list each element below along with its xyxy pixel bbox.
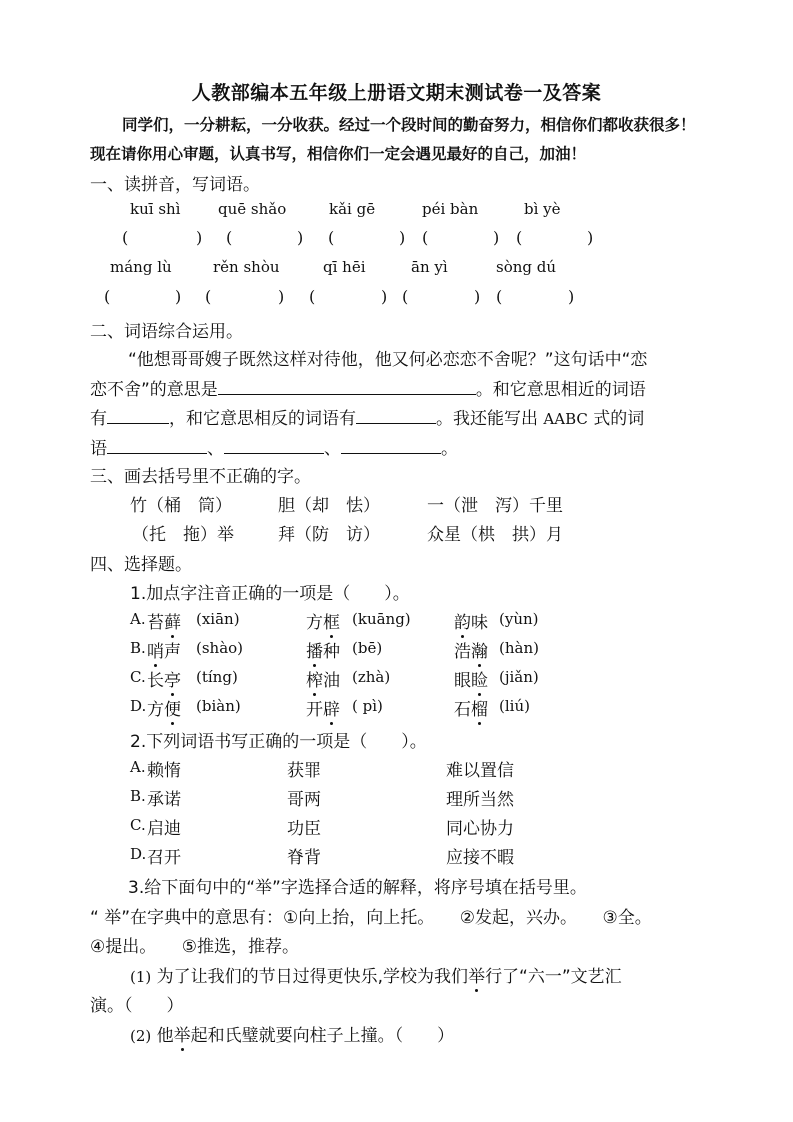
text: 行了“六一”文艺汇 bbox=[485, 967, 622, 987]
option-label: A. bbox=[130, 610, 146, 628]
option-word: 榨油 bbox=[306, 671, 340, 691]
answer-box-open[interactable]: ( bbox=[328, 228, 335, 247]
text: 恋不舍”的意思是 bbox=[90, 380, 218, 400]
q3-sentence-1 bbox=[130, 962, 622, 987]
answer-box-close[interactable]: ) bbox=[381, 287, 388, 306]
option-word: 哨声 bbox=[147, 642, 181, 662]
option-pinyin: (yùn) bbox=[499, 610, 539, 628]
option-pinyin: (jiǎn) bbox=[499, 668, 539, 686]
pinyin-item: kǎi gē bbox=[329, 200, 376, 218]
separator: 、 bbox=[207, 439, 224, 459]
fill-blank-synonym[interactable] bbox=[107, 407, 169, 424]
text: 。和它意思相近的词语 bbox=[475, 380, 646, 400]
text: 语 bbox=[90, 439, 107, 459]
option-label: A. bbox=[130, 758, 146, 776]
option-pinyin: (tíng) bbox=[196, 668, 238, 686]
section-2-heading: 二、词语综合运用。 bbox=[90, 322, 243, 342]
correction-item[interactable]: 一（泄 泻）千里 bbox=[427, 496, 563, 516]
pinyin-item: sòng dú bbox=[496, 258, 557, 276]
dotted-char: 举 bbox=[468, 967, 486, 987]
option-word: 理所当然 bbox=[446, 790, 514, 810]
option-pinyin: (hàn) bbox=[499, 639, 539, 657]
option-word: 脊背 bbox=[287, 848, 321, 868]
fill-blank-aabc-1[interactable] bbox=[107, 437, 207, 454]
text[interactable]: 起和氏璧就要向柱子上撞。（ ） bbox=[190, 1026, 455, 1046]
option-word: 方便 bbox=[147, 700, 181, 720]
text: 他 bbox=[156, 1026, 174, 1046]
answer-box-close[interactable]: ) bbox=[297, 228, 304, 247]
text: 式的词 bbox=[593, 409, 645, 429]
option-word: 石榴 bbox=[454, 700, 488, 720]
intro-line-1: 同学们，一分耕耘，一分收获。经过一个段时间的勤奋努力，相信你们都收获很多！ bbox=[122, 116, 696, 134]
intro-line-2: 现在请你用心审题，认真书写，相信你们一定会遇见最好的自己，加油！ bbox=[90, 145, 587, 163]
section-2-line-4 bbox=[90, 434, 458, 459]
answer-box-close[interactable]: ) bbox=[399, 228, 406, 247]
q2-prompt: 2.下列词语书写正确的一项是（ ）。 bbox=[130, 732, 427, 752]
option-pinyin: (xiān) bbox=[196, 610, 240, 628]
answer-box-open[interactable]: ( bbox=[226, 228, 233, 247]
option-label: C. bbox=[130, 816, 146, 834]
pinyin-item: máng lù bbox=[110, 258, 172, 276]
q3-meanings-line-2: ④提出。 ⑤推选，推荐。 bbox=[90, 937, 299, 957]
option-word: 获罪 bbox=[287, 761, 321, 781]
answer-box-open[interactable]: ( bbox=[104, 287, 111, 306]
fill-blank-antonym[interactable] bbox=[356, 407, 436, 424]
pinyin-item: quē shǎo bbox=[218, 200, 287, 218]
correction-item[interactable]: 众星（栱 拱）月 bbox=[427, 525, 563, 545]
option-word: 哥两 bbox=[287, 790, 321, 810]
q3-sentence-2 bbox=[130, 1021, 454, 1046]
section-3-heading: 三、画去括号里不正确的字。 bbox=[90, 467, 311, 487]
option-pinyin: (zhà) bbox=[352, 668, 391, 686]
text: 有 bbox=[90, 409, 107, 429]
fill-blank-aabc-3[interactable] bbox=[341, 437, 441, 454]
option-pinyin: (bē) bbox=[352, 639, 383, 657]
correction-item[interactable]: 拜（防 访） bbox=[278, 525, 380, 545]
pinyin-item: qī hēi bbox=[323, 258, 366, 276]
pinyin-item: rěn shòu bbox=[213, 258, 280, 276]
option-word: 眼睑 bbox=[454, 671, 488, 691]
answer-box-close[interactable]: ) bbox=[278, 287, 285, 306]
option-word: 赖惰 bbox=[147, 761, 181, 781]
aabc-label: AABC bbox=[543, 410, 588, 428]
answer-box-close[interactable]: ) bbox=[175, 287, 182, 306]
answer-box-open[interactable]: ( bbox=[309, 287, 316, 306]
option-label: B. bbox=[130, 787, 146, 805]
text: ，和它意思相反的词语有 bbox=[169, 409, 356, 429]
option-word: 浩瀚 bbox=[454, 642, 488, 662]
separator: 、 bbox=[324, 439, 341, 459]
fill-blank-aabc-2[interactable] bbox=[224, 437, 324, 454]
answer-box-close[interactable]: ) bbox=[568, 287, 575, 306]
option-word: 开辟 bbox=[306, 700, 340, 720]
answer-box-close[interactable]: ) bbox=[474, 287, 481, 306]
option-label: B. bbox=[130, 639, 146, 657]
pinyin-item: péi bàn bbox=[422, 200, 479, 218]
option-word: 播种 bbox=[306, 642, 340, 662]
q3-sentence-1-cont[interactable]: 演。（ ） bbox=[90, 996, 184, 1016]
answer-box-open[interactable]: ( bbox=[496, 287, 503, 306]
text: 。 bbox=[441, 439, 458, 459]
q3-prompt: 3.给下面句中的“举”字选择合适的解释，将序号填在括号里。 bbox=[128, 878, 587, 898]
option-word: 召开 bbox=[147, 848, 181, 868]
option-word: 承诺 bbox=[147, 790, 181, 810]
option-word: 启迪 bbox=[147, 819, 181, 839]
section-2-line-1: “他想哥哥嫂子既然这样对待他，他又何必恋恋不舍呢？”这句话中“恋 bbox=[128, 350, 648, 370]
answer-box-open[interactable]: ( bbox=[422, 228, 429, 247]
option-word: 同心协力 bbox=[446, 819, 514, 839]
q1-prompt: 1.加点字注音正确的一项是（ ）。 bbox=[130, 584, 410, 604]
pinyin-item: kuī shì bbox=[130, 200, 181, 218]
section-4-heading: 四、选择题。 bbox=[90, 555, 192, 575]
answer-box-close[interactable]: ) bbox=[587, 228, 594, 247]
text: 为了让我们的节日过得更快乐,学校为我们 bbox=[156, 967, 469, 987]
text: 。我还能写出 bbox=[436, 409, 538, 429]
option-word: 难以置信 bbox=[446, 761, 514, 781]
option-pinyin: (shào) bbox=[196, 639, 244, 657]
sentence-number: (2) bbox=[130, 1027, 152, 1045]
correction-item[interactable]: 胆（却 怯） bbox=[278, 496, 380, 516]
option-pinyin: (biàn) bbox=[196, 697, 241, 715]
fill-blank-meaning[interactable] bbox=[218, 378, 476, 395]
option-pinyin: (liú) bbox=[499, 697, 530, 715]
section-2-line-3 bbox=[90, 404, 644, 429]
correction-item[interactable]: （托 拖）举 bbox=[132, 525, 234, 545]
answer-box-open[interactable]: ( bbox=[205, 287, 212, 306]
option-word: 韵味 bbox=[454, 613, 488, 633]
pinyin-item: ān yì bbox=[411, 258, 448, 276]
pinyin-item: bì yè bbox=[524, 200, 561, 218]
option-pinyin: (kuāng) bbox=[352, 610, 411, 628]
option-label: C. bbox=[130, 668, 146, 686]
answer-box-close[interactable]: ) bbox=[196, 228, 203, 247]
option-word: 功臣 bbox=[287, 819, 321, 839]
dotted-char: 举 bbox=[173, 1026, 191, 1046]
option-word: 苔藓 bbox=[147, 613, 181, 633]
answer-box-open[interactable]: ( bbox=[122, 228, 129, 247]
option-label: D. bbox=[130, 845, 147, 863]
answer-box-open[interactable]: ( bbox=[516, 228, 523, 247]
option-word: 方框 bbox=[306, 613, 340, 633]
answer-box-close[interactable]: ) bbox=[493, 228, 500, 247]
section-2-line-2 bbox=[90, 375, 646, 400]
page-title: 人教部编本五年级上册语文期末测试卷一及答案 bbox=[191, 82, 602, 104]
correction-item[interactable]: 竹（桶 筒） bbox=[130, 496, 232, 516]
q3-meanings-line-1: “ 举”在字典中的意思有：①向上抬，向上托。 ②发起，兴办。 ③全。 bbox=[90, 908, 652, 928]
section-1-heading: 一、读拼音，写词语。 bbox=[90, 175, 260, 195]
sentence-number: (1) bbox=[130, 968, 152, 986]
option-word: 长亭 bbox=[147, 671, 181, 691]
option-word: 应接不暇 bbox=[446, 848, 514, 868]
option-label: D. bbox=[130, 697, 147, 715]
option-pinyin: ( pì) bbox=[352, 697, 383, 715]
answer-box-open[interactable]: ( bbox=[402, 287, 409, 306]
